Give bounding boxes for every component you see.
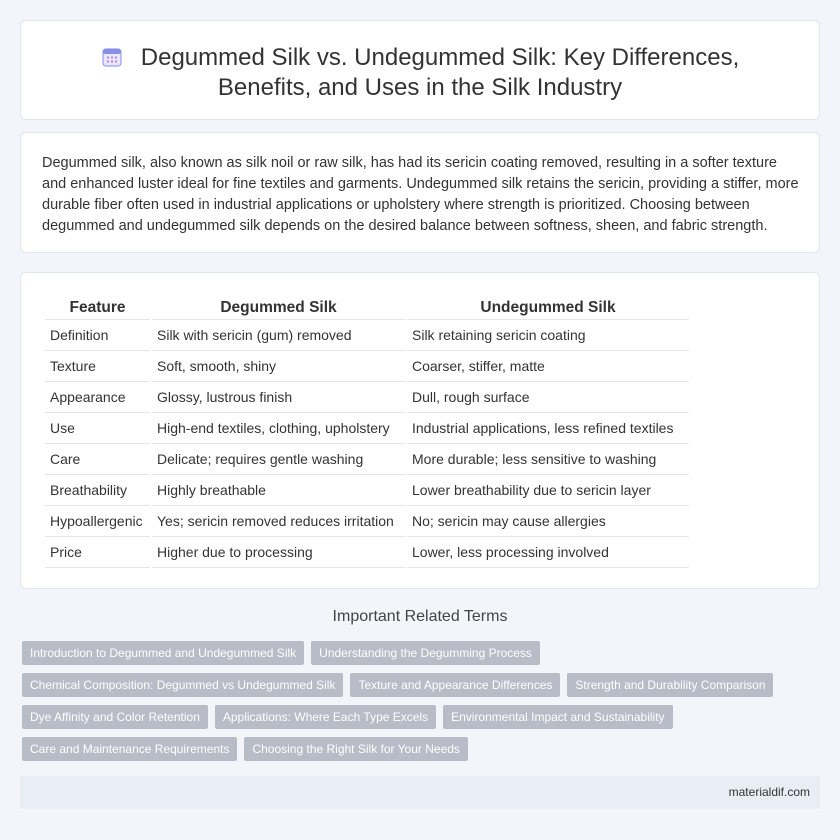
- table-cell: Silk with sericin (gum) removed: [152, 320, 405, 351]
- summary-text: Degummed silk, also known as silk noil or raw silk, has had its sericin coating removed, resulting in a softer texture and enhanced luster ideal for fine textiles and garments. Undegummed silk retains the sericin, providing a stiffer, more durable fiber often used in industrial applications or upholstery where strength is prioritized. Choosing between degummed and undegummed silk depends on the desired balance between softness, sheen, and fabric strength.: [42, 155, 799, 234]
- table-cell: Breathability: [45, 475, 150, 506]
- table-row: [45, 351, 689, 382]
- table-cell: Yes; sericin removed reduces irritation: [152, 506, 405, 537]
- header-undegummed: Undegummed Silk: [407, 293, 689, 320]
- table-cell: Higher due to processing: [152, 537, 405, 568]
- table-cell: Price: [45, 537, 150, 568]
- footer-site[interactable]: materialdif.com: [728, 785, 810, 799]
- table-row: [45, 444, 689, 475]
- related-tag[interactable]: Choosing the Right Silk for Your Needs: [244, 737, 467, 761]
- table-cell: Hypoallergenic: [45, 506, 150, 537]
- table-cell: Lower breathability due to sericin layer: [407, 475, 689, 506]
- table-row: [45, 475, 689, 506]
- related-tag[interactable]: Dye Affinity and Color Retention: [22, 705, 208, 729]
- page-title-wrap: [21, 43, 819, 103]
- related-tags: [22, 641, 802, 761]
- comparison-table: [43, 293, 691, 568]
- table-cell: Silk retaining sericin coating: [407, 320, 689, 351]
- table-cell: Glossy, lustrous finish: [152, 382, 405, 413]
- header-card: [20, 20, 820, 120]
- table-cell: No; sericin may cause allergies: [407, 506, 689, 537]
- related-tag[interactable]: Texture and Appearance Differences: [350, 673, 560, 697]
- related-terms-title: Important Related Terms: [332, 608, 508, 625]
- table-cell: Industrial applications, less refined textiles: [407, 413, 689, 444]
- related-tag[interactable]: Strength and Durability Comparison: [567, 673, 773, 697]
- table-cell: More durable; less sensitive to washing: [407, 444, 689, 475]
- related-tag[interactable]: Care and Maintenance Requirements: [22, 737, 237, 761]
- related-tag[interactable]: Applications: Where Each Type Excels: [215, 705, 436, 729]
- table-cell: Lower, less processing involved: [407, 537, 689, 568]
- table-cell: Coarser, stiffer, matte: [407, 351, 689, 382]
- table-header-row: [45, 293, 689, 320]
- table-cell: Delicate; requires gentle washing: [152, 444, 405, 475]
- related-tag[interactable]: Environmental Impact and Sustainability: [443, 705, 672, 729]
- table-cell: High-end textiles, clothing, upholstery: [152, 413, 405, 444]
- table-row: [45, 537, 689, 568]
- table-cell: Definition: [45, 320, 150, 351]
- related-tag[interactable]: Introduction to Degummed and Undegummed Silk: [22, 641, 304, 665]
- related-tag[interactable]: Chemical Composition: Degummed vs Undegummed Silk: [22, 673, 343, 697]
- page-title: Degummed Silk vs. Undegummed Silk: Key Differences, Benefits, and Uses in the Silk Industry: [140, 44, 740, 101]
- table-row: [45, 320, 689, 351]
- summary-card: [20, 132, 820, 253]
- table-cell: Appearance: [45, 382, 150, 413]
- table-row: [45, 506, 689, 537]
- related-tag[interactable]: Understanding the Degumming Process: [311, 641, 540, 665]
- header-degummed: Degummed Silk: [152, 293, 405, 320]
- header-feature: Feature: [45, 293, 150, 320]
- comparison-card: [20, 272, 820, 589]
- table-cell: Texture: [45, 351, 150, 382]
- table-row: [45, 413, 689, 444]
- footer: [20, 776, 820, 809]
- table-cell: Dull, rough surface: [407, 382, 689, 413]
- table-cell: Care: [45, 444, 150, 475]
- table-row: [45, 382, 689, 413]
- table-cell: Highly breathable: [152, 475, 405, 506]
- calendar-icon: [101, 46, 123, 68]
- table-cell: Soft, smooth, shiny: [152, 351, 405, 382]
- table-cell: Use: [45, 413, 150, 444]
